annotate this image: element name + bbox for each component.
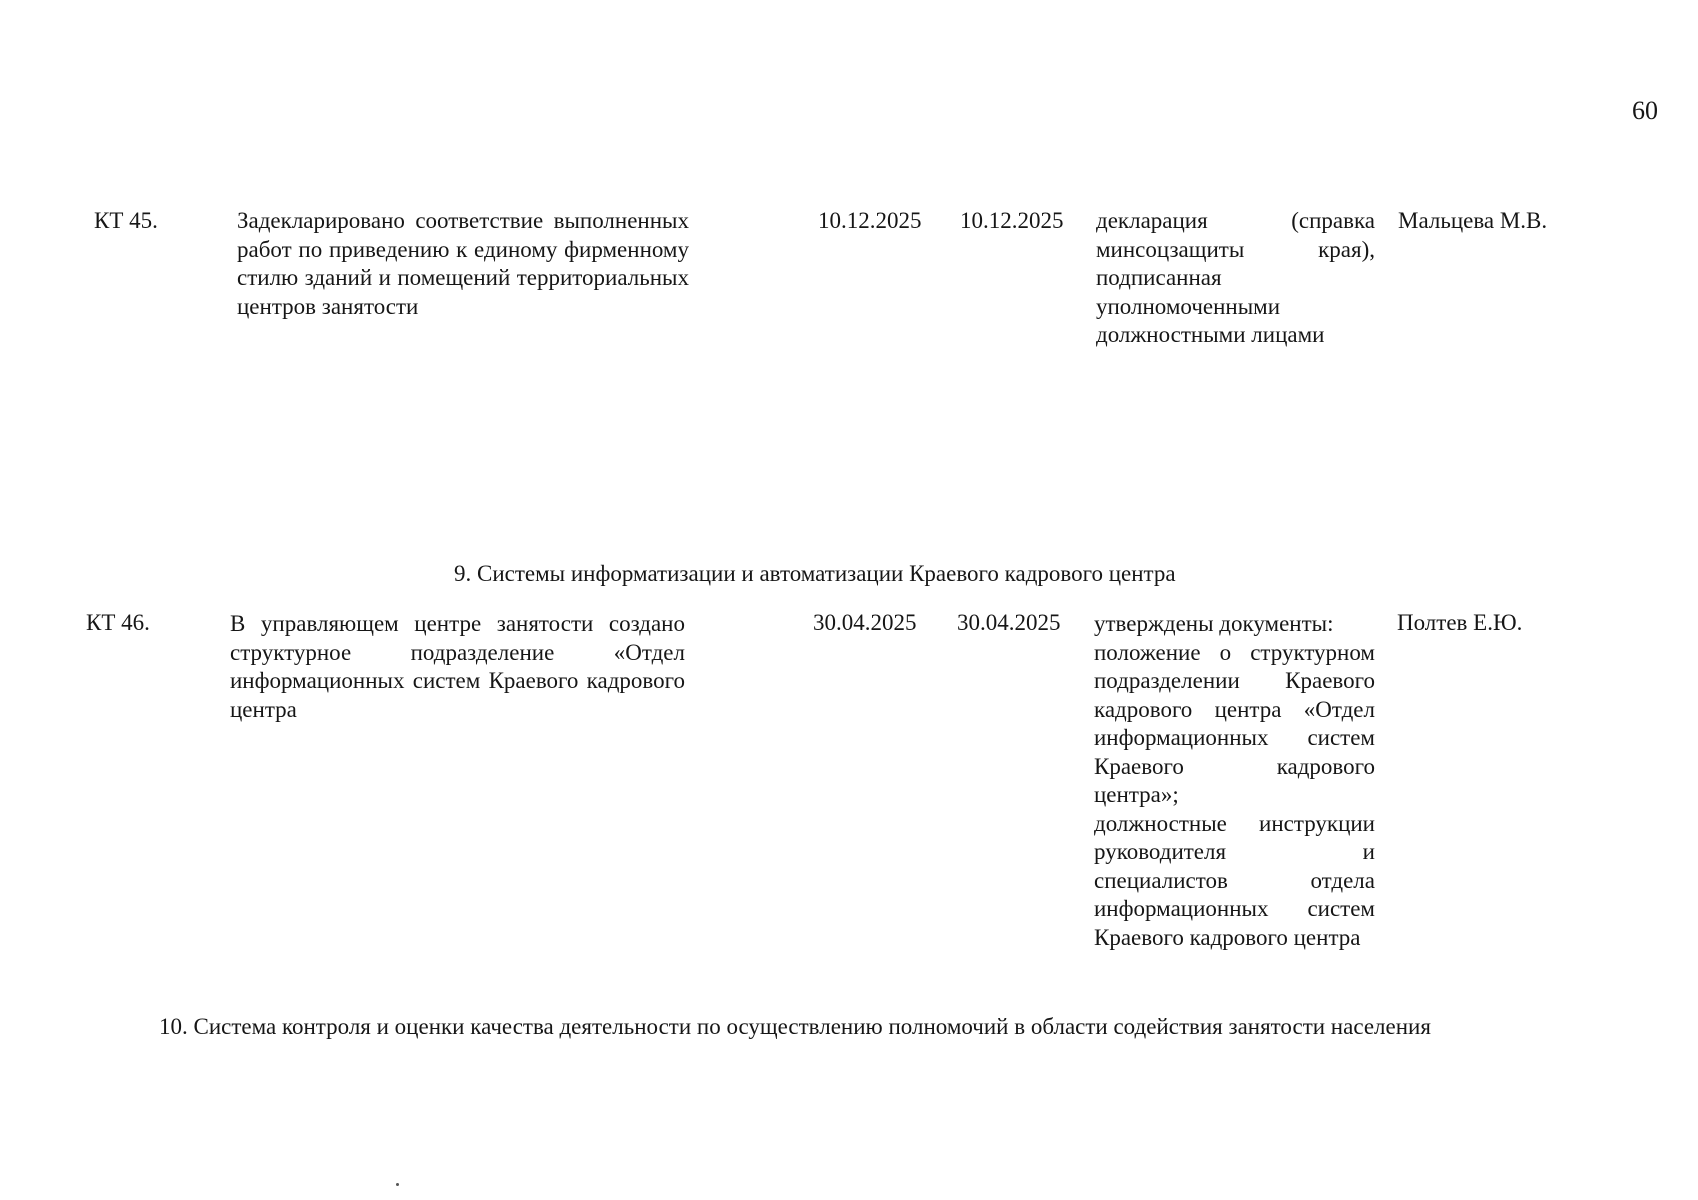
document-line: положение о структурном подразделении Краевого кадрового центра «Отдел информационных систем Краевого кадрового центра»; [1094, 639, 1375, 807]
row-responsible: Полтев Е.Ю. [1397, 610, 1523, 635]
row-code: КТ 46. [86, 610, 150, 635]
section-heading: 9. Системы информатизации и автоматизации Краевого кадрового центра [454, 561, 1176, 586]
page-number: 60 [1632, 96, 1658, 125]
row-document: декларация (справка минсоцзащиты края), подписанная уполномоченными должностными лицами [1096, 208, 1375, 347]
section-heading: 10. Система контроля и оценки качества деятельности по осуществлению полномочий в области содействия занятости населения [159, 1014, 1431, 1039]
row-document [1094, 610, 1375, 952]
row-date-start: 30.04.2025 [813, 610, 917, 635]
row-responsible: Мальцева М.В. [1398, 208, 1548, 233]
row-code: КТ 45. [94, 208, 158, 233]
row-date-start: 10.12.2025 [818, 208, 922, 233]
row-date-end: 30.04.2025 [957, 610, 1061, 635]
document-line: утверждены документы: [1094, 611, 1334, 636]
scan-speck [396, 1183, 399, 1186]
row-date-end: 10.12.2025 [960, 208, 1064, 233]
row-description: Задекларировано соответствие выполненных работ по приведению к единому фирменному стилю зданий и помещений территориальных центров занятости [237, 208, 689, 319]
row-description: В управляющем центре занятости создано структурное подразделение «Отдел информационных систем Краевого кадрового центра [230, 611, 685, 722]
document-line: должностные инструкции руководителя и специалистов отдела информационных систем Краевого кадрового центра [1094, 810, 1375, 950]
